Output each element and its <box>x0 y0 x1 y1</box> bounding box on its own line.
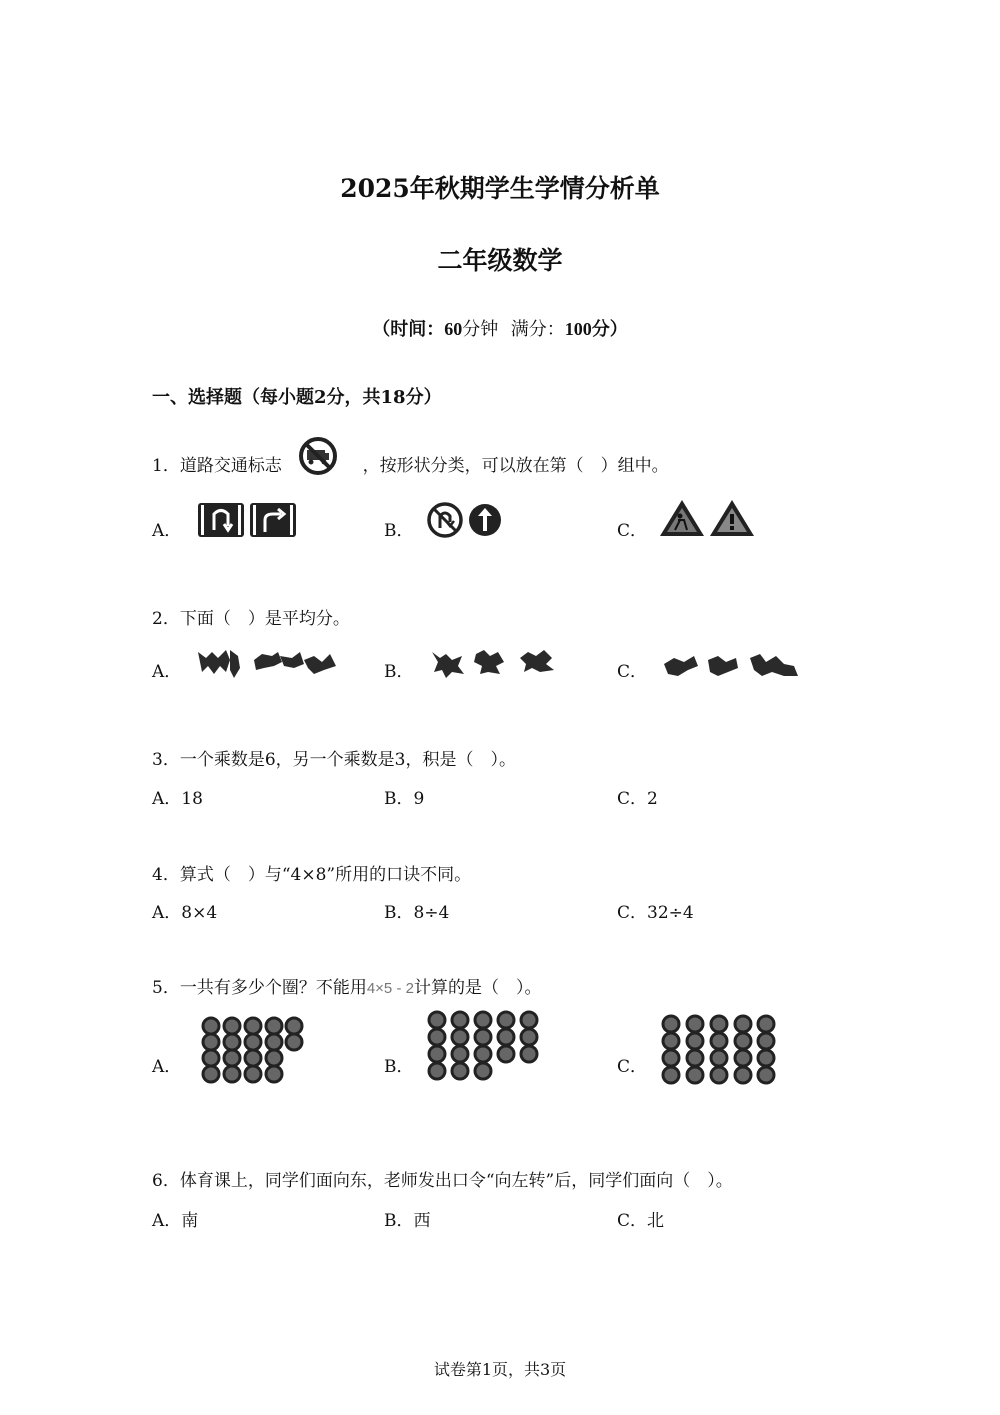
q2-option-a-label: A． <box>152 662 182 682</box>
score-unit: 分） <box>591 319 628 340</box>
question-6: 6．体育课上，同学们面向东，老师发出口令“向左转”后，同学们面向（ ）。 <box>152 1171 733 1191</box>
q4-option-c: C．32÷4 <box>617 903 694 923</box>
q3-option-b: B．9 <box>384 789 425 809</box>
question-2: 2．下面（ ）是平均分。 <box>152 609 350 629</box>
score-value: 100 <box>564 319 592 339</box>
triangular-signs-icon <box>660 498 754 538</box>
no-truck-sign-icon <box>298 436 338 476</box>
question-1-stem-after: ，按形状分类，可以放在第（ ）组中。 <box>362 456 669 476</box>
candy-group-b-icon <box>428 644 560 682</box>
question-1-stem-before: 1．道路交通标志 <box>152 456 282 476</box>
q1-option-b-label: B． <box>384 521 414 541</box>
exam-meta <box>0 315 1000 341</box>
page-title: 2025年秋期学生学情分析单 <box>340 174 660 203</box>
time-unit: 分钟 <box>462 319 499 340</box>
time-label: （时间： <box>372 319 445 340</box>
circle-grid-c-icon <box>658 1012 780 1088</box>
q6-option-c: C．北 <box>617 1211 665 1231</box>
question-5-expression: 4×5 - 2 <box>366 980 414 997</box>
q6-option-a: A．南 <box>152 1211 199 1231</box>
q3-option-c: C．2 <box>617 789 658 809</box>
question-5-stem-before: 5．一共有多少个圈？不能用 <box>152 978 367 998</box>
candy-group-c-icon <box>660 646 802 682</box>
question-5-stem-after: 计算的是（ ）。 <box>413 978 542 998</box>
circle-grid-b-icon <box>424 1008 542 1084</box>
section-heading: 一、选择题（每小题2分，共18分） <box>152 387 442 408</box>
question-5 <box>152 973 541 998</box>
q4-option-a: A．8×4 <box>152 903 218 923</box>
q5-option-a-label: A． <box>152 1057 182 1077</box>
q5-option-c-label: C． <box>617 1057 648 1077</box>
page-subtitle: 二年级数学 <box>437 246 563 275</box>
score-label: 满分： <box>510 319 565 340</box>
page-footer: 试卷第1页，共3页 <box>433 1360 567 1379</box>
time-value: 60 <box>444 319 463 339</box>
q5-option-b-label: B． <box>384 1057 414 1077</box>
rectangular-signs-icon <box>197 502 299 538</box>
q3-option-a: A．18 <box>152 789 203 809</box>
q2-option-c-label: C． <box>617 662 648 682</box>
circle-grid-a-icon <box>198 1014 308 1086</box>
candy-group-a-icon <box>196 642 344 680</box>
q1-option-a-label: A． <box>152 521 182 541</box>
question-4: 4．算式（ ）与“4×8”所用的口诀不同。 <box>152 865 472 885</box>
q1-option-c-label: C． <box>617 521 648 541</box>
question-1 <box>152 451 669 476</box>
q2-option-b-label: B． <box>384 662 414 682</box>
question-3: 3．一个乘数是6，另一个乘数是3，积是（ ）。 <box>152 750 516 770</box>
q6-option-b: B．西 <box>384 1211 431 1231</box>
q4-option-b: B．8÷4 <box>384 903 450 923</box>
circular-signs-icon <box>427 502 503 538</box>
